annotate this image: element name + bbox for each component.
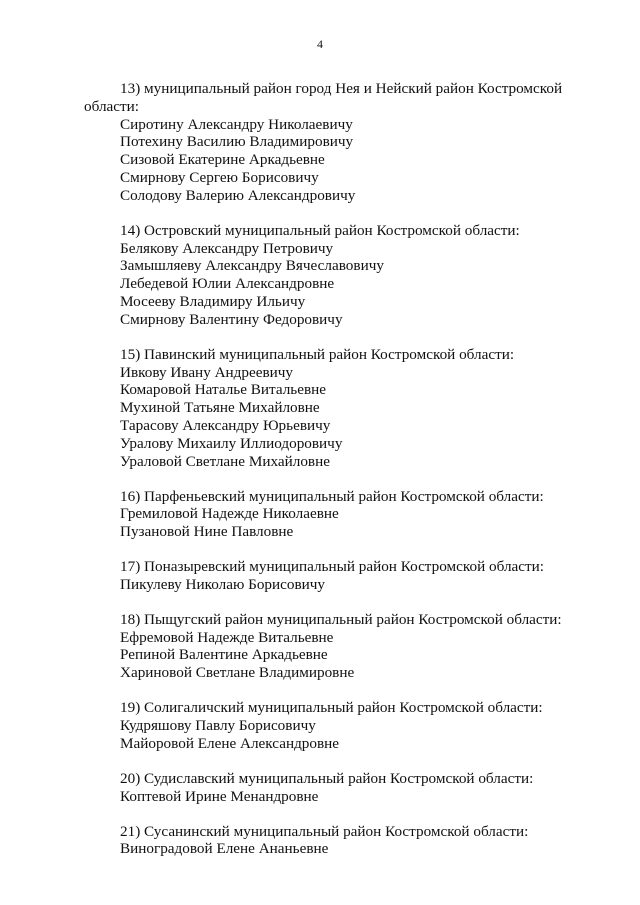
person-name: Хариновой Светлане Владимировне (120, 664, 355, 682)
person-name: Ефремовой Надежде Витальевне (120, 628, 334, 646)
district-section (84, 823, 584, 859)
district-title: 18) Пыщугский район муниципальный район Костромской области: (120, 610, 562, 628)
district-section (84, 770, 584, 806)
person-name: Виноградовой Елене Ананьевне (120, 840, 329, 858)
district-title: 17) Поназыревский муниципальный район Костромской области: (120, 558, 544, 576)
district-section (84, 558, 584, 594)
page-number: 4 (317, 37, 323, 51)
person-name: Замышляеву Александру Вячеславовичу (120, 257, 384, 275)
district-section (84, 488, 584, 541)
district-section (84, 699, 584, 752)
person-name: Репиной Валентине Аркадьевне (120, 646, 328, 664)
person-name: Солодову Валерию Александровичу (120, 186, 356, 204)
person-name: Мухиной Татьяне Михайловне (120, 399, 320, 417)
person-name: Тарасову Александру Юрьевичу (120, 416, 331, 434)
person-name: Сиротину Александру Николаевичу (120, 115, 353, 133)
district-title: 13) муниципальный район город Нея и Нейский район Костромской области: (84, 80, 563, 115)
district-section (84, 611, 584, 682)
district-section (84, 80, 584, 205)
district-title: 19) Солигаличский муниципальный район Костромской области: (120, 699, 543, 717)
person-name: Ивкову Ивану Андреевичу (120, 363, 294, 381)
person-name: Комаровой Наталье Витальевне (120, 381, 326, 399)
person-name: Коптевой Ирине Менандровне (120, 787, 319, 805)
district-section (84, 222, 584, 329)
person-name: Смирнову Валентину Федоровичу (120, 310, 343, 328)
person-name: Ураловой Светлане Михайловне (120, 452, 330, 470)
person-name: Лебедевой Юлии Александровне (120, 275, 335, 293)
district-title: 14) Островский муниципальный район Костромской области: (120, 221, 520, 239)
district-title: 16) Парфеньевский муниципальный район Костромской области: (120, 487, 544, 505)
person-name: Сизовой Екатерине Аркадьевне (120, 151, 325, 169)
person-name: Белякову Александру Петровичу (120, 239, 334, 257)
person-name: Мосееву Владимиру Ильичу (120, 292, 306, 310)
document-body (84, 80, 584, 875)
person-name: Гремиловой Надежде Николаевне (120, 505, 339, 523)
district-title: 15) Павинский муниципальный район Костромской области: (120, 345, 515, 363)
person-name: Кудряшову Павлу Борисовичу (120, 717, 316, 735)
person-name: Смирнову Сергею Борисовичу (120, 168, 319, 186)
district-title: 20) Судиславский муниципальный район Костромской области: (120, 769, 534, 787)
person-name: Пузановой Нине Павловне (120, 523, 294, 541)
person-name: Потехину Василию Владимировичу (120, 133, 354, 151)
person-name: Уралову Михаилу Иллиодоровичу (120, 434, 343, 452)
person-name: Майоровой Елене Александровне (120, 734, 340, 752)
district-section (84, 346, 584, 471)
person-name: Пикулеву Николаю Борисовичу (120, 575, 326, 593)
district-title: 21) Сусанинский муниципальный район Костромской области: (120, 822, 529, 840)
